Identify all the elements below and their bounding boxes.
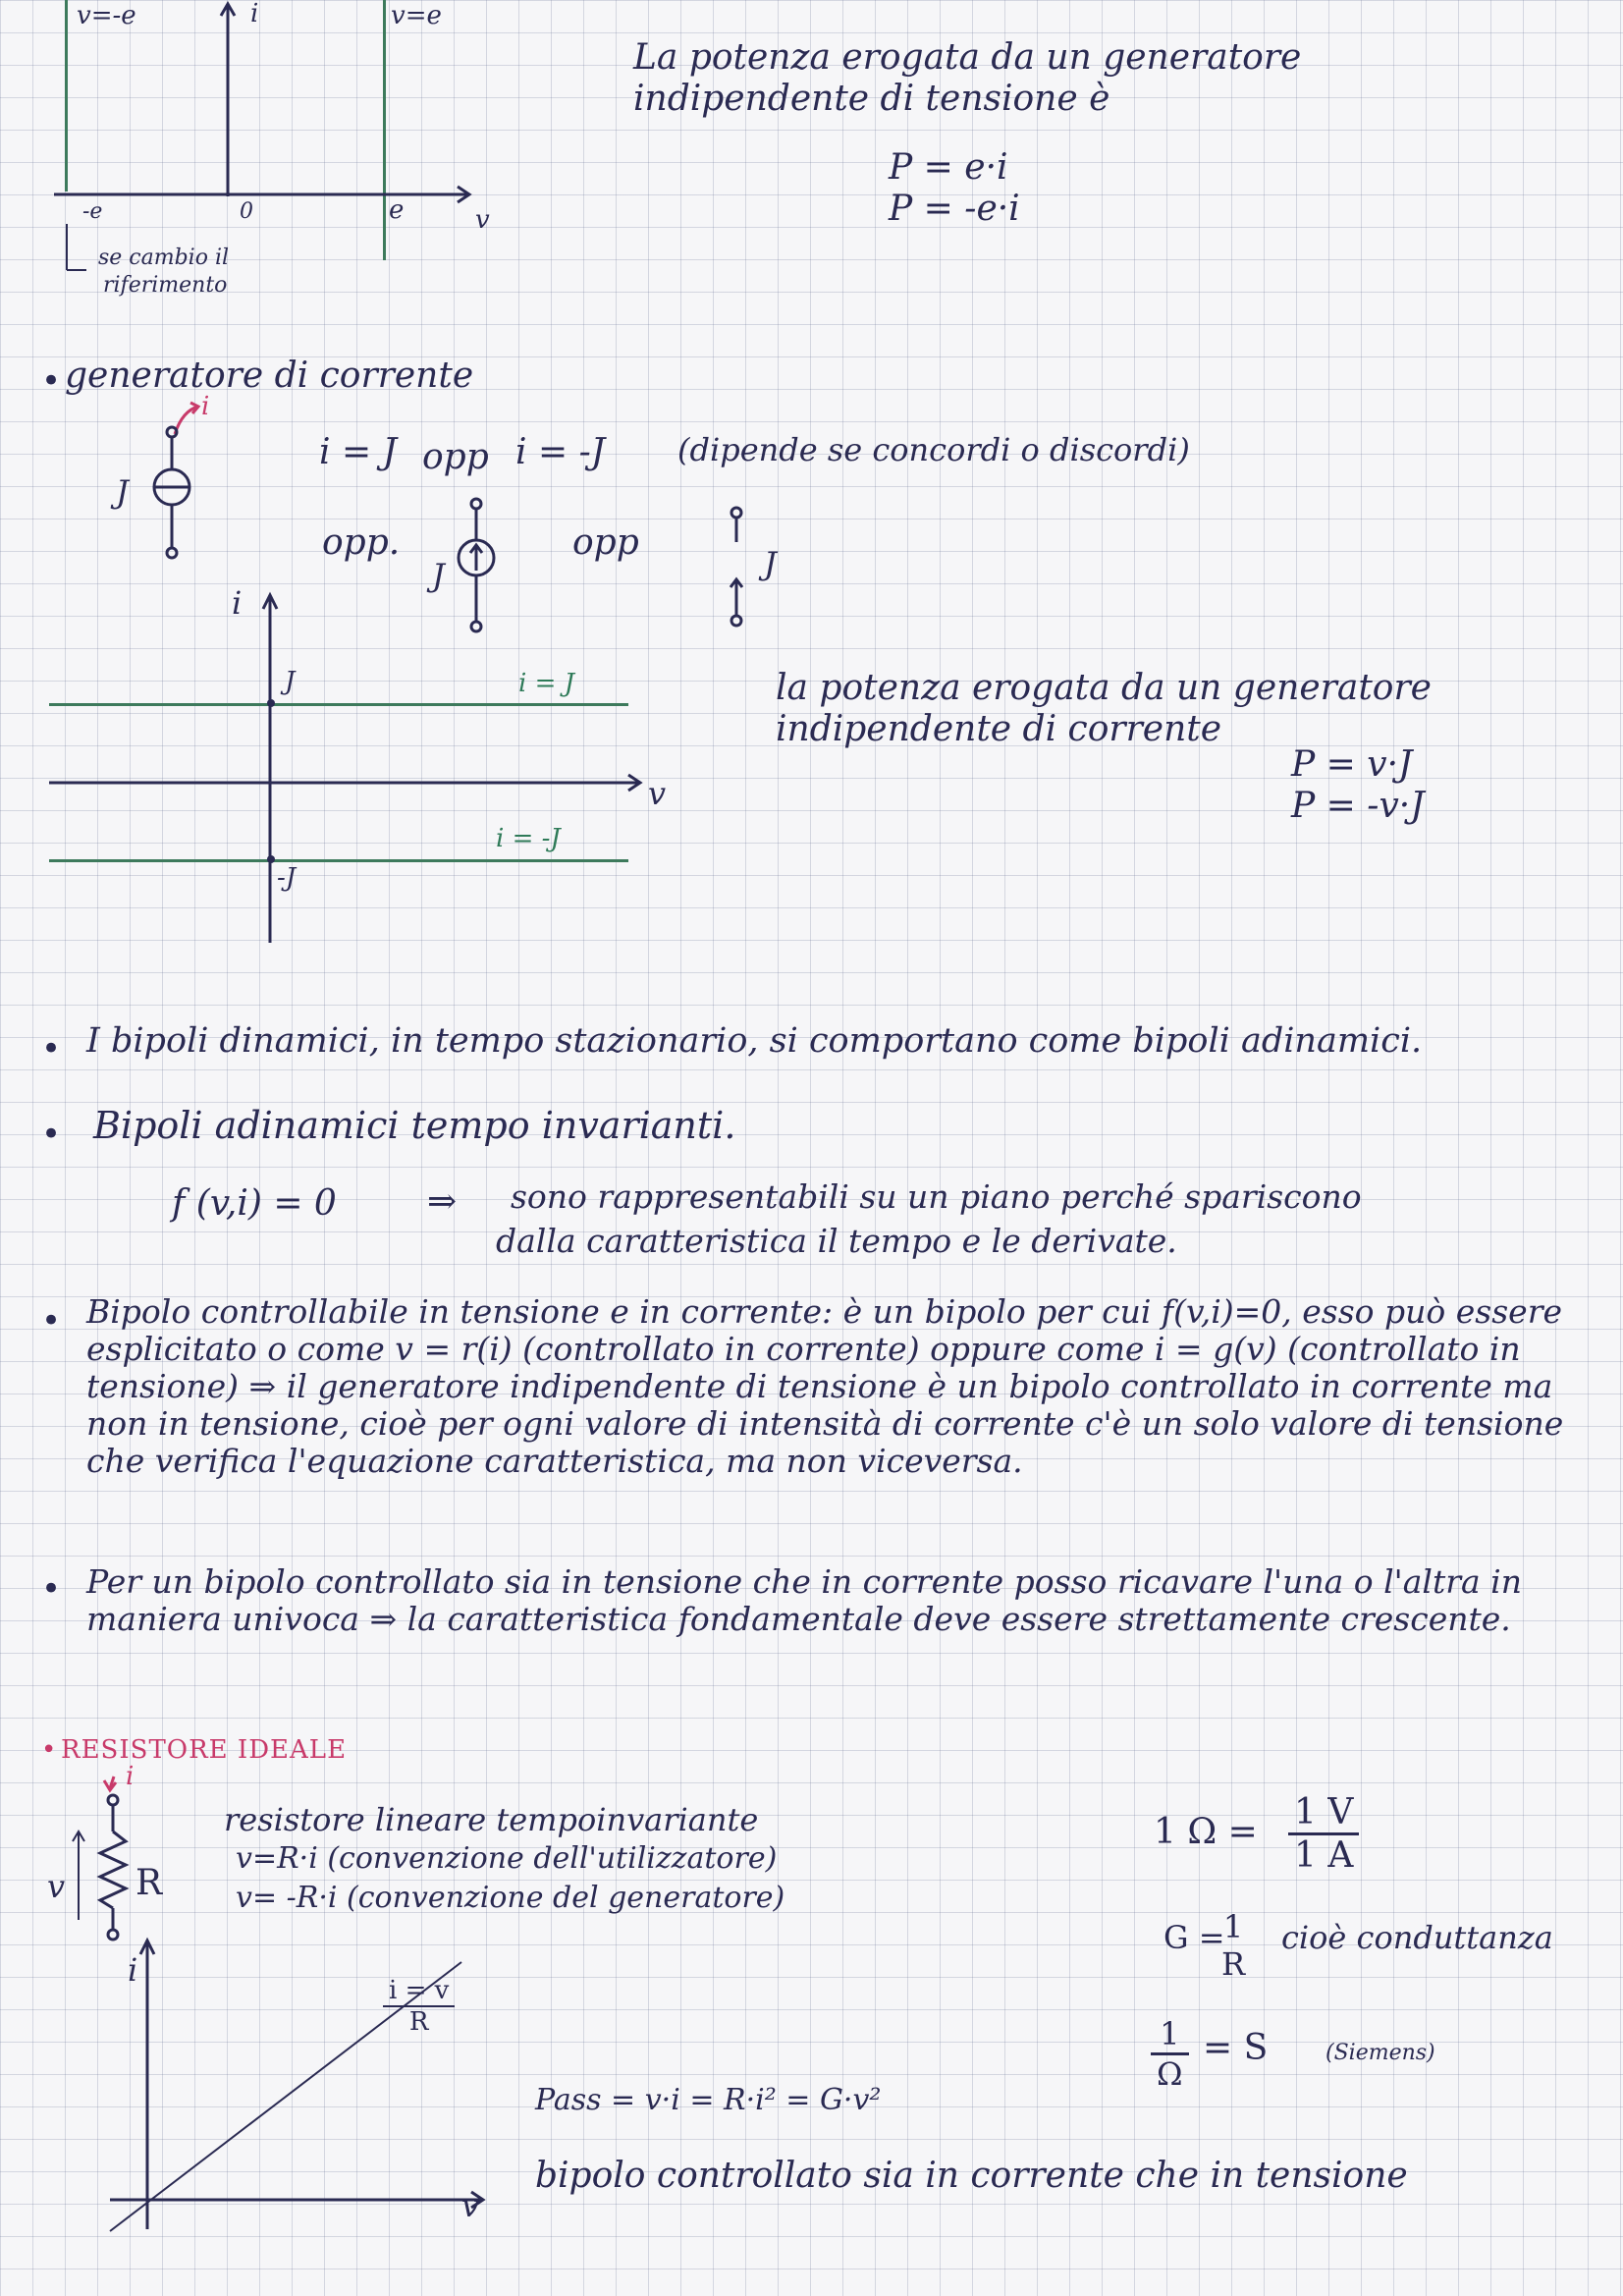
- resistor-R-label: R: [135, 1863, 163, 1903]
- resistor-line-2: v=R·i (convenzione dell'utilizzatore): [236, 1841, 778, 1876]
- current-graph-i-axis: i: [232, 584, 243, 622]
- bullet-time-invariant: Bipoli adinamici tempo invarianti.: [93, 1104, 736, 1147]
- note-line-1: se cambio il: [98, 246, 230, 270]
- bullet-controlled-both: Per un bipolo controllato sia in tensione che in corrente posso ricavare l'una o l'altra in maniera univoca ⇒ la caratteristica fondamentale deve essere strettamente crescente.: [86, 1562, 1522, 1638]
- current-generator-heading: generatore di corrente: [65, 355, 474, 396]
- bullet-dot: •: [41, 1029, 62, 1068]
- ohm-fraction: [1288, 1792, 1359, 1876]
- current-graph-i-eq-J: i = J: [518, 669, 575, 698]
- current-J-label-2: J: [432, 557, 445, 594]
- current-J-label-3: J: [764, 545, 777, 582]
- i-eq-J: i = J: [319, 432, 397, 472]
- label-v-axis: v: [475, 205, 490, 235]
- resistor-graph-i-axis: i: [128, 1951, 138, 1989]
- voltage-formula-2: P = -e·i: [889, 189, 1020, 229]
- resistor-graph-v-axis: v: [461, 2187, 480, 2224]
- bullet-dynamic-bipoles: I bipoli dinamici, in tempo stazionario, si comportano come bipoli adinamici.: [86, 1021, 1423, 1061]
- current-formula-2: P = -v·J: [1291, 786, 1425, 826]
- current-arrow-symbol: [717, 501, 756, 638]
- conductance-den: R: [1221, 1945, 1246, 1983]
- resistor-summary: bipolo controllato sia in corrente che in tensione: [535, 2156, 1408, 2196]
- label-v-neg: v=-e: [77, 1, 136, 30]
- opp-dot: opp.: [322, 522, 401, 563]
- resistor-v-label: v: [47, 1868, 66, 1905]
- siemens-note: (Siemens): [1325, 2041, 1435, 2065]
- conductance-text: cioè conduttanza: [1281, 1919, 1553, 1956]
- current-i-label: i: [201, 392, 210, 421]
- note-line-2: riferimento: [103, 273, 228, 298]
- bullet-dot: •: [41, 361, 62, 401]
- resistor-line-3: v= -R·i (convenzione del generatore): [236, 1881, 785, 1915]
- current-graph-v-axis: v: [648, 775, 667, 812]
- ohm-num: 1 V: [1288, 1792, 1359, 1835]
- concord-note: (dipende se concordi o discordi): [677, 431, 1190, 468]
- bullet-controllable: Bipolo controllabile in tensione e in corrente: è un bipolo per cui f(v,i)=0, esso può essere esplicitato o come v = r(i) (controllato in corrente) oppure come i = g(v) (controllato in tensione) ⇒ il generatore indipendente di tensione è un bipolo controllato in corrente ma non in tensione, cioè per ogni valore di intensità di corrente c'è un solo valore di tensione che verifica l'equazione caratteristica, ma non viceversa.: [86, 1292, 1564, 1480]
- resistor-power: Pass = v·i = R·i² = G·v²: [535, 2083, 882, 2117]
- i-eq-minus-J: i = -J: [515, 432, 606, 472]
- bullet-dot: •: [41, 1735, 57, 1765]
- current-graph-i-eq-minus-J: i = -J: [496, 824, 561, 853]
- ohm-lhs: 1 Ω =: [1154, 1812, 1258, 1852]
- current-graph-minus-J: -J: [277, 863, 297, 893]
- label-zero: 0: [240, 199, 253, 224]
- siemens-rhs: = S: [1203, 2028, 1269, 2068]
- conductance-fraction: [1216, 1908, 1251, 1983]
- characteristic-formula: f (v,i) = 0: [172, 1183, 337, 1224]
- explanation-line-1: sono rappresentabili su un piano perché spariscono: [511, 1177, 1362, 1216]
- current-power-line-1: la potenza erogata da un generatore: [776, 668, 1432, 708]
- bullet-dot: •: [41, 1115, 62, 1154]
- current-graph-J: J: [285, 667, 296, 696]
- label-e: e: [389, 195, 405, 225]
- label-v-pos: v=e: [391, 1, 442, 30]
- siemens-fraction: [1151, 2015, 1189, 2093]
- siemens-num: 1: [1151, 2015, 1189, 2055]
- resistor-heading: RESISTORE IDEALE: [61, 1735, 348, 1765]
- resistor-line-label: [383, 1976, 455, 2037]
- siemens-den: Ω: [1157, 2055, 1183, 2093]
- current-power-line-2: indipendente di corrente: [776, 709, 1222, 749]
- resistor-line-label-den: R: [408, 2007, 429, 2037]
- label-i-axis: i: [250, 0, 259, 28]
- opp-2: opp: [572, 522, 639, 563]
- resistor-graph: [0, 0, 550, 2296]
- current-J-label-1: J: [116, 473, 129, 511]
- implies-arrow: ⇒: [427, 1181, 458, 1222]
- resistor-i-label: i: [126, 1762, 135, 1791]
- bullet-dot: •: [41, 1569, 62, 1609]
- ohm-den: 1 A: [1294, 1835, 1354, 1876]
- bullet-dot: •: [41, 1301, 62, 1340]
- voltage-power-line-2: indipendente di tensione è: [633, 79, 1110, 119]
- resistor-line-label-num: i = v: [383, 1976, 455, 2007]
- resistor-line-1: resistore lineare tempoinvariante: [224, 1801, 759, 1838]
- voltage-formula-1: P = e·i: [889, 147, 1008, 188]
- current-formula-1: P = v·J: [1291, 744, 1413, 785]
- voltage-power-line-1: La potenza erogata da un generatore: [633, 37, 1302, 78]
- label-neg-e: -e: [82, 199, 103, 224]
- conductance-lhs: G =: [1163, 1919, 1225, 1956]
- opp-1: opp: [422, 437, 489, 477]
- explanation-line-2: dalla caratteristica il tempo e le derivate.: [496, 1222, 1177, 1260]
- conductance-num: 1: [1222, 1908, 1244, 1945]
